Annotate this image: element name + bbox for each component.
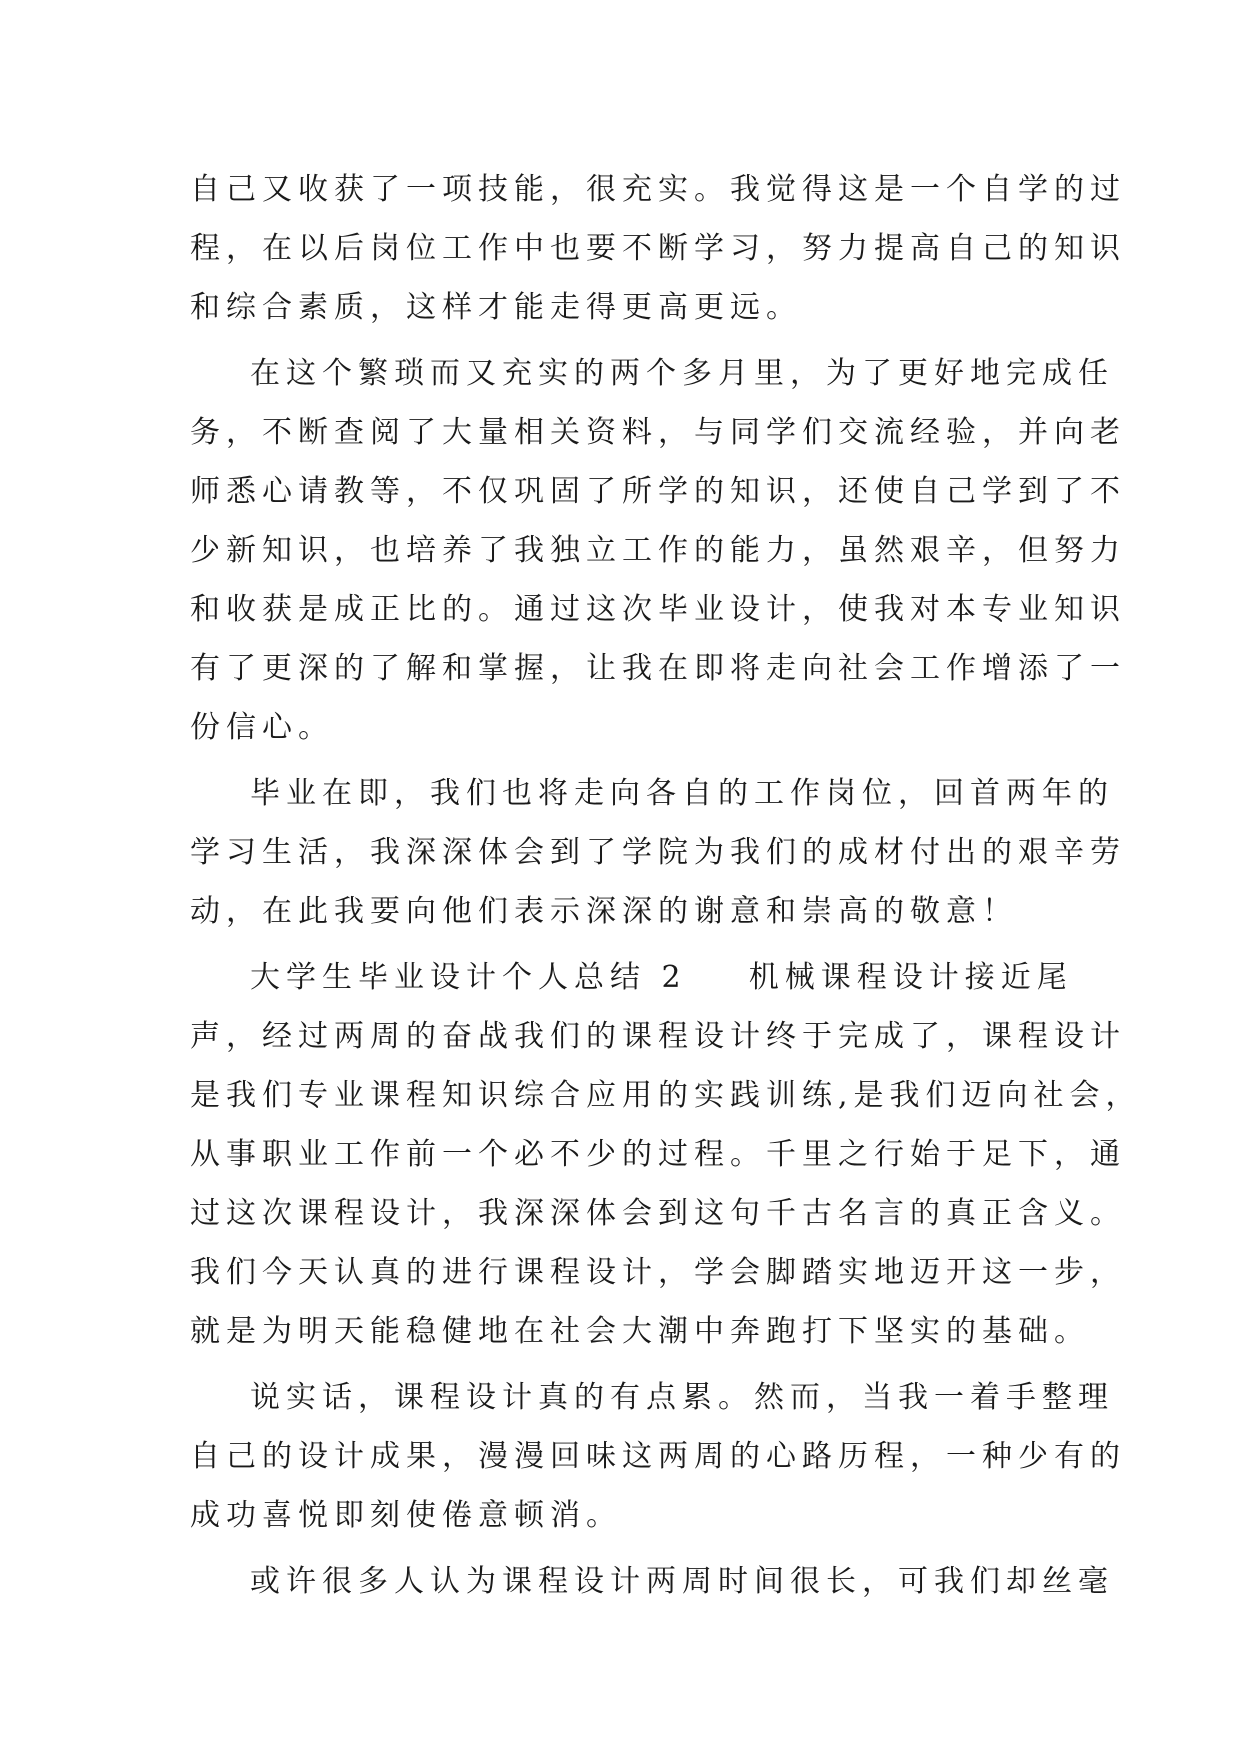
text-line: 学习生活，我深深体会到了学院为我们的成材付出的艰辛劳 [190,835,1126,870]
body-text [190,160,1142,1611]
text-line: 我们今天认真的进行课程设计，学会脚踏实地迈开这一步， [190,1255,1126,1290]
text-line: 毕业在即，我们也将走向各自的工作岗位，回首两年的 [250,776,1114,811]
text-line: 有了更深的了解和掌握，让我在即将走向社会工作增添了一 [190,651,1126,686]
text-line: 就是为明天能稳健地在社会大潮中奔跑打下坚实的基础。 [190,1314,1090,1349]
paragraph [190,344,1126,757]
text-line: 是我们专业课程知识综合应用的实践训练,是我们迈向社会， [190,1078,1142,1113]
text-line: 成功喜悦即刻使倦意顿消。 [190,1498,622,1533]
text-line: 从事职业工作前一个必不少的过程。千里之行始于足下，通 [190,1137,1126,1172]
text-line: 说实话，课程设计真的有点累。然而，当我一着手整理 [250,1380,1114,1415]
text-line: 少新知识，也培养了我独立工作的能力，虽然艰辛，但努力 [190,533,1126,568]
text-line: 自己的设计成果，漫漫回味这两周的心路历程，一种少有的 [190,1439,1126,1474]
text-line: 和收获是成正比的。通过这次毕业设计，使我对本专业知识 [190,592,1126,627]
text-line: 过这次课程设计，我深深体会到这句千古名言的真正含义。 [190,1196,1126,1231]
paragraph [190,764,1126,941]
text-line: 程，在以后岗位工作中也要不断学习，努力提高自己的知识 [190,231,1126,266]
text-line: 大学生毕业设计个人总结 2 机械课程设计接近尾 [250,960,1073,995]
text-line: 在这个繁琐而又充实的两个多月里，为了更好地完成任 [250,356,1114,391]
text-line: 声，经过两周的奋战我们的课程设计终于完成了，课程设计 [190,1019,1126,1054]
text-line: 务，不断查阅了大量相关资料，与同学们交流经验，并向老 [190,415,1126,450]
text-line: 份信心。 [190,710,334,745]
text-line: 或许很多人认为课程设计两周时间很长，可我们却丝毫 [250,1564,1114,1599]
text-line: 自己又收获了一项技能，很充实。我觉得这是一个自学的过 [190,172,1126,207]
text-line: 和综合素质，这样才能走得更高更远。 [190,290,802,325]
paragraph [190,948,1142,1361]
paragraph [190,160,1126,337]
text-line: 动，在此我要向他们表示深深的谢意和崇高的敬意！ [190,894,1018,929]
paragraph [190,1552,1114,1611]
text-line: 师悉心请教等，不仅巩固了所学的知识，还使自己学到了不 [190,474,1126,509]
paragraph [190,1368,1126,1545]
